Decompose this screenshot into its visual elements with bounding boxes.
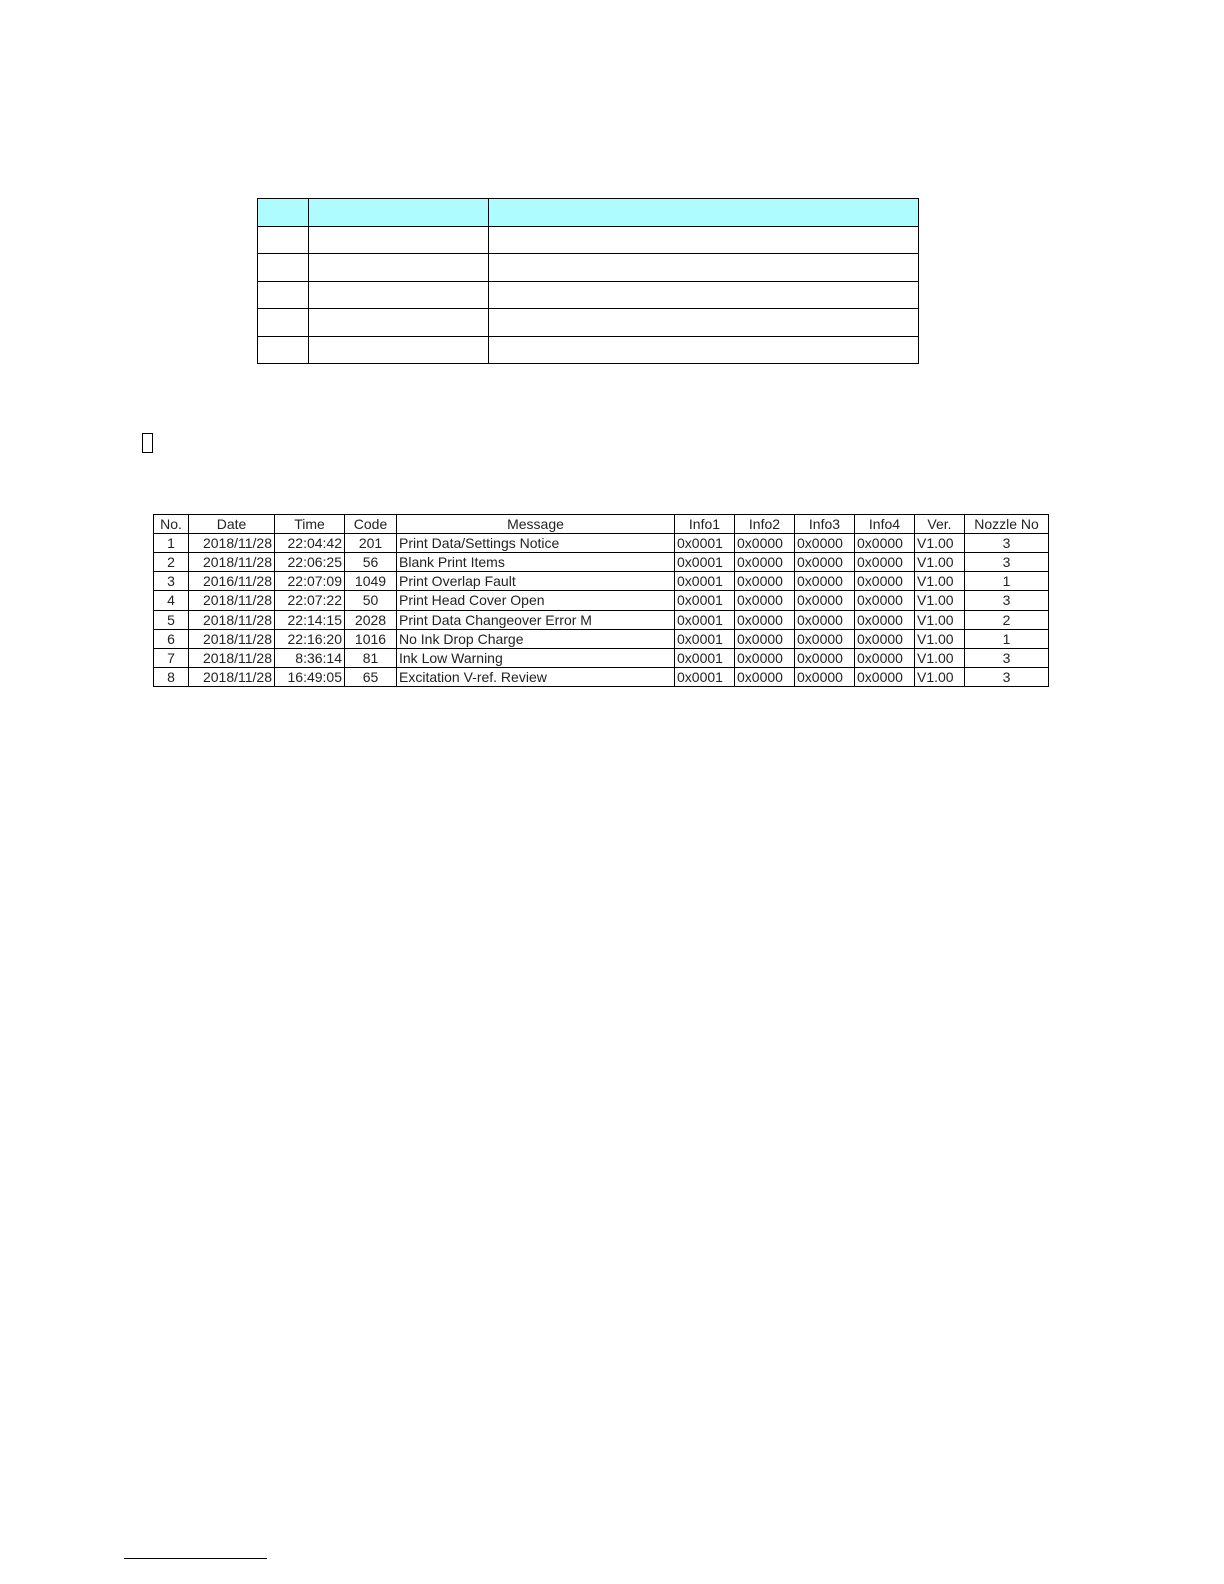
cell-info2: 0x0000: [735, 610, 795, 629]
cell-code: 56: [345, 553, 397, 572]
cell-message: Ink Low Warning: [397, 648, 675, 667]
cell-ver: V1.00: [915, 591, 965, 610]
cell-message: No Ink Drop Charge: [397, 629, 675, 648]
cell-no: 4: [154, 591, 189, 610]
cell-time: 22:16:20: [275, 629, 345, 648]
col-header-time: Time: [275, 515, 345, 534]
cell-time: 22:04:42: [275, 534, 345, 553]
cell-info2: 0x0000: [735, 648, 795, 667]
cell-date: 2016/11/28: [189, 572, 275, 591]
cell-info4: 0x0000: [855, 629, 915, 648]
cell-message: Excitation V-ref. Review: [397, 667, 675, 686]
col-header-no: No.: [154, 515, 189, 534]
cell-date: 2018/11/28: [189, 591, 275, 610]
cell-info1: 0x0001: [675, 667, 735, 686]
cell-info1: 0x0001: [675, 610, 735, 629]
blank-summary-table: [257, 198, 919, 364]
cell-nozzle: 1: [965, 629, 1049, 648]
summary-header-row: [258, 199, 919, 227]
col-header-date: Date: [189, 515, 275, 534]
cell-nozzle: 2: [965, 610, 1049, 629]
error-log-table: [153, 514, 1049, 687]
cell-info4: 0x0000: [855, 572, 915, 591]
cell-info2: 0x0000: [735, 591, 795, 610]
col-header-info3: Info3: [795, 515, 855, 534]
cell-no: 2: [154, 553, 189, 572]
cell-info1: 0x0001: [675, 572, 735, 591]
cell-date: 2018/11/28: [189, 667, 275, 686]
cell-nozzle: 3: [965, 591, 1049, 610]
table-row: [154, 553, 1049, 572]
cell-info4: 0x0000: [855, 534, 915, 553]
cell-info2: 0x0000: [735, 667, 795, 686]
summary-row: [258, 254, 919, 282]
cell-nozzle: 3: [965, 648, 1049, 667]
cell-info1: 0x0001: [675, 629, 735, 648]
cell-time: 22:07:09: [275, 572, 345, 591]
col-header-code: Code: [345, 515, 397, 534]
cell-info1: 0x0001: [675, 534, 735, 553]
footnote-separator: [124, 1558, 267, 1559]
cell-message: Print Data/Settings Notice: [397, 534, 675, 553]
col-header-info2: Info2: [735, 515, 795, 534]
cell-code: 50: [345, 591, 397, 610]
cell-info1: 0x0001: [675, 553, 735, 572]
cell-ver: V1.00: [915, 610, 965, 629]
summary-header-cell: [489, 199, 919, 227]
cell-code: 2028: [345, 610, 397, 629]
cell-info3: 0x0000: [795, 648, 855, 667]
cell-nozzle: 3: [965, 534, 1049, 553]
table-row: [154, 667, 1049, 686]
cell-no: 3: [154, 572, 189, 591]
cell-no: 7: [154, 648, 189, 667]
cell-info4: 0x0000: [855, 591, 915, 610]
cell-nozzle: 3: [965, 667, 1049, 686]
cell-info2: 0x0000: [735, 553, 795, 572]
cell-info4: 0x0000: [855, 648, 915, 667]
col-header-ver: Ver.: [915, 515, 965, 534]
cell-info3: 0x0000: [795, 534, 855, 553]
cell-info3: 0x0000: [795, 667, 855, 686]
cell-time: 22:14:15: [275, 610, 345, 629]
cell-message: Print Overlap Fault: [397, 572, 675, 591]
cell-ver: V1.00: [915, 572, 965, 591]
table-row: [154, 534, 1049, 553]
cell-no: 8: [154, 667, 189, 686]
cell-info3: 0x0000: [795, 629, 855, 648]
summary-row: [258, 309, 919, 337]
log-header-row: [154, 515, 1049, 534]
summary-row: [258, 281, 919, 309]
summary-header-cell: [309, 199, 489, 227]
cell-code: 201: [345, 534, 397, 553]
col-header-nozzle-no: Nozzle No: [965, 515, 1049, 534]
cell-date: 2018/11/28: [189, 553, 275, 572]
table-row: [154, 572, 1049, 591]
summary-row: [258, 226, 919, 254]
cell-date: 2018/11/28: [189, 534, 275, 553]
cell-ver: V1.00: [915, 648, 965, 667]
cell-message: Print Data Changeover Error M: [397, 610, 675, 629]
cell-date: 2018/11/28: [189, 629, 275, 648]
cell-no: 6: [154, 629, 189, 648]
cell-code: 65: [345, 667, 397, 686]
cell-info3: 0x0000: [795, 610, 855, 629]
missing-glyph-box-icon: [142, 433, 153, 453]
cell-code: 1016: [345, 629, 397, 648]
col-header-info1: Info1: [675, 515, 735, 534]
table-row: [154, 610, 1049, 629]
col-header-message: Message: [397, 515, 675, 534]
cell-time: 16:49:05: [275, 667, 345, 686]
cell-time: 22:07:22: [275, 591, 345, 610]
cell-info2: 0x0000: [735, 534, 795, 553]
cell-message: Blank Print Items: [397, 553, 675, 572]
cell-time: 8:36:14: [275, 648, 345, 667]
cell-info3: 0x0000: [795, 572, 855, 591]
table-row: [154, 591, 1049, 610]
cell-time: 22:06:25: [275, 553, 345, 572]
cell-info2: 0x0000: [735, 572, 795, 591]
cell-no: 1: [154, 534, 189, 553]
cell-ver: V1.00: [915, 534, 965, 553]
summary-header-cell: [258, 199, 309, 227]
cell-message: Print Head Cover Open: [397, 591, 675, 610]
cell-nozzle: 1: [965, 572, 1049, 591]
cell-ver: V1.00: [915, 553, 965, 572]
cell-info2: 0x0000: [735, 629, 795, 648]
cell-no: 5: [154, 610, 189, 629]
cell-code: 1049: [345, 572, 397, 591]
cell-nozzle: 3: [965, 553, 1049, 572]
cell-info1: 0x0001: [675, 648, 735, 667]
table-row: [154, 629, 1049, 648]
cell-date: 2018/11/28: [189, 648, 275, 667]
cell-info1: 0x0001: [675, 591, 735, 610]
cell-info3: 0x0000: [795, 591, 855, 610]
table-row: [154, 648, 1049, 667]
cell-ver: V1.00: [915, 667, 965, 686]
cell-info4: 0x0000: [855, 610, 915, 629]
cell-code: 81: [345, 648, 397, 667]
cell-info4: 0x0000: [855, 667, 915, 686]
cell-date: 2018/11/28: [189, 610, 275, 629]
cell-ver: V1.00: [915, 629, 965, 648]
cell-info3: 0x0000: [795, 553, 855, 572]
cell-info4: 0x0000: [855, 553, 915, 572]
summary-row: [258, 336, 919, 364]
col-header-info4: Info4: [855, 515, 915, 534]
